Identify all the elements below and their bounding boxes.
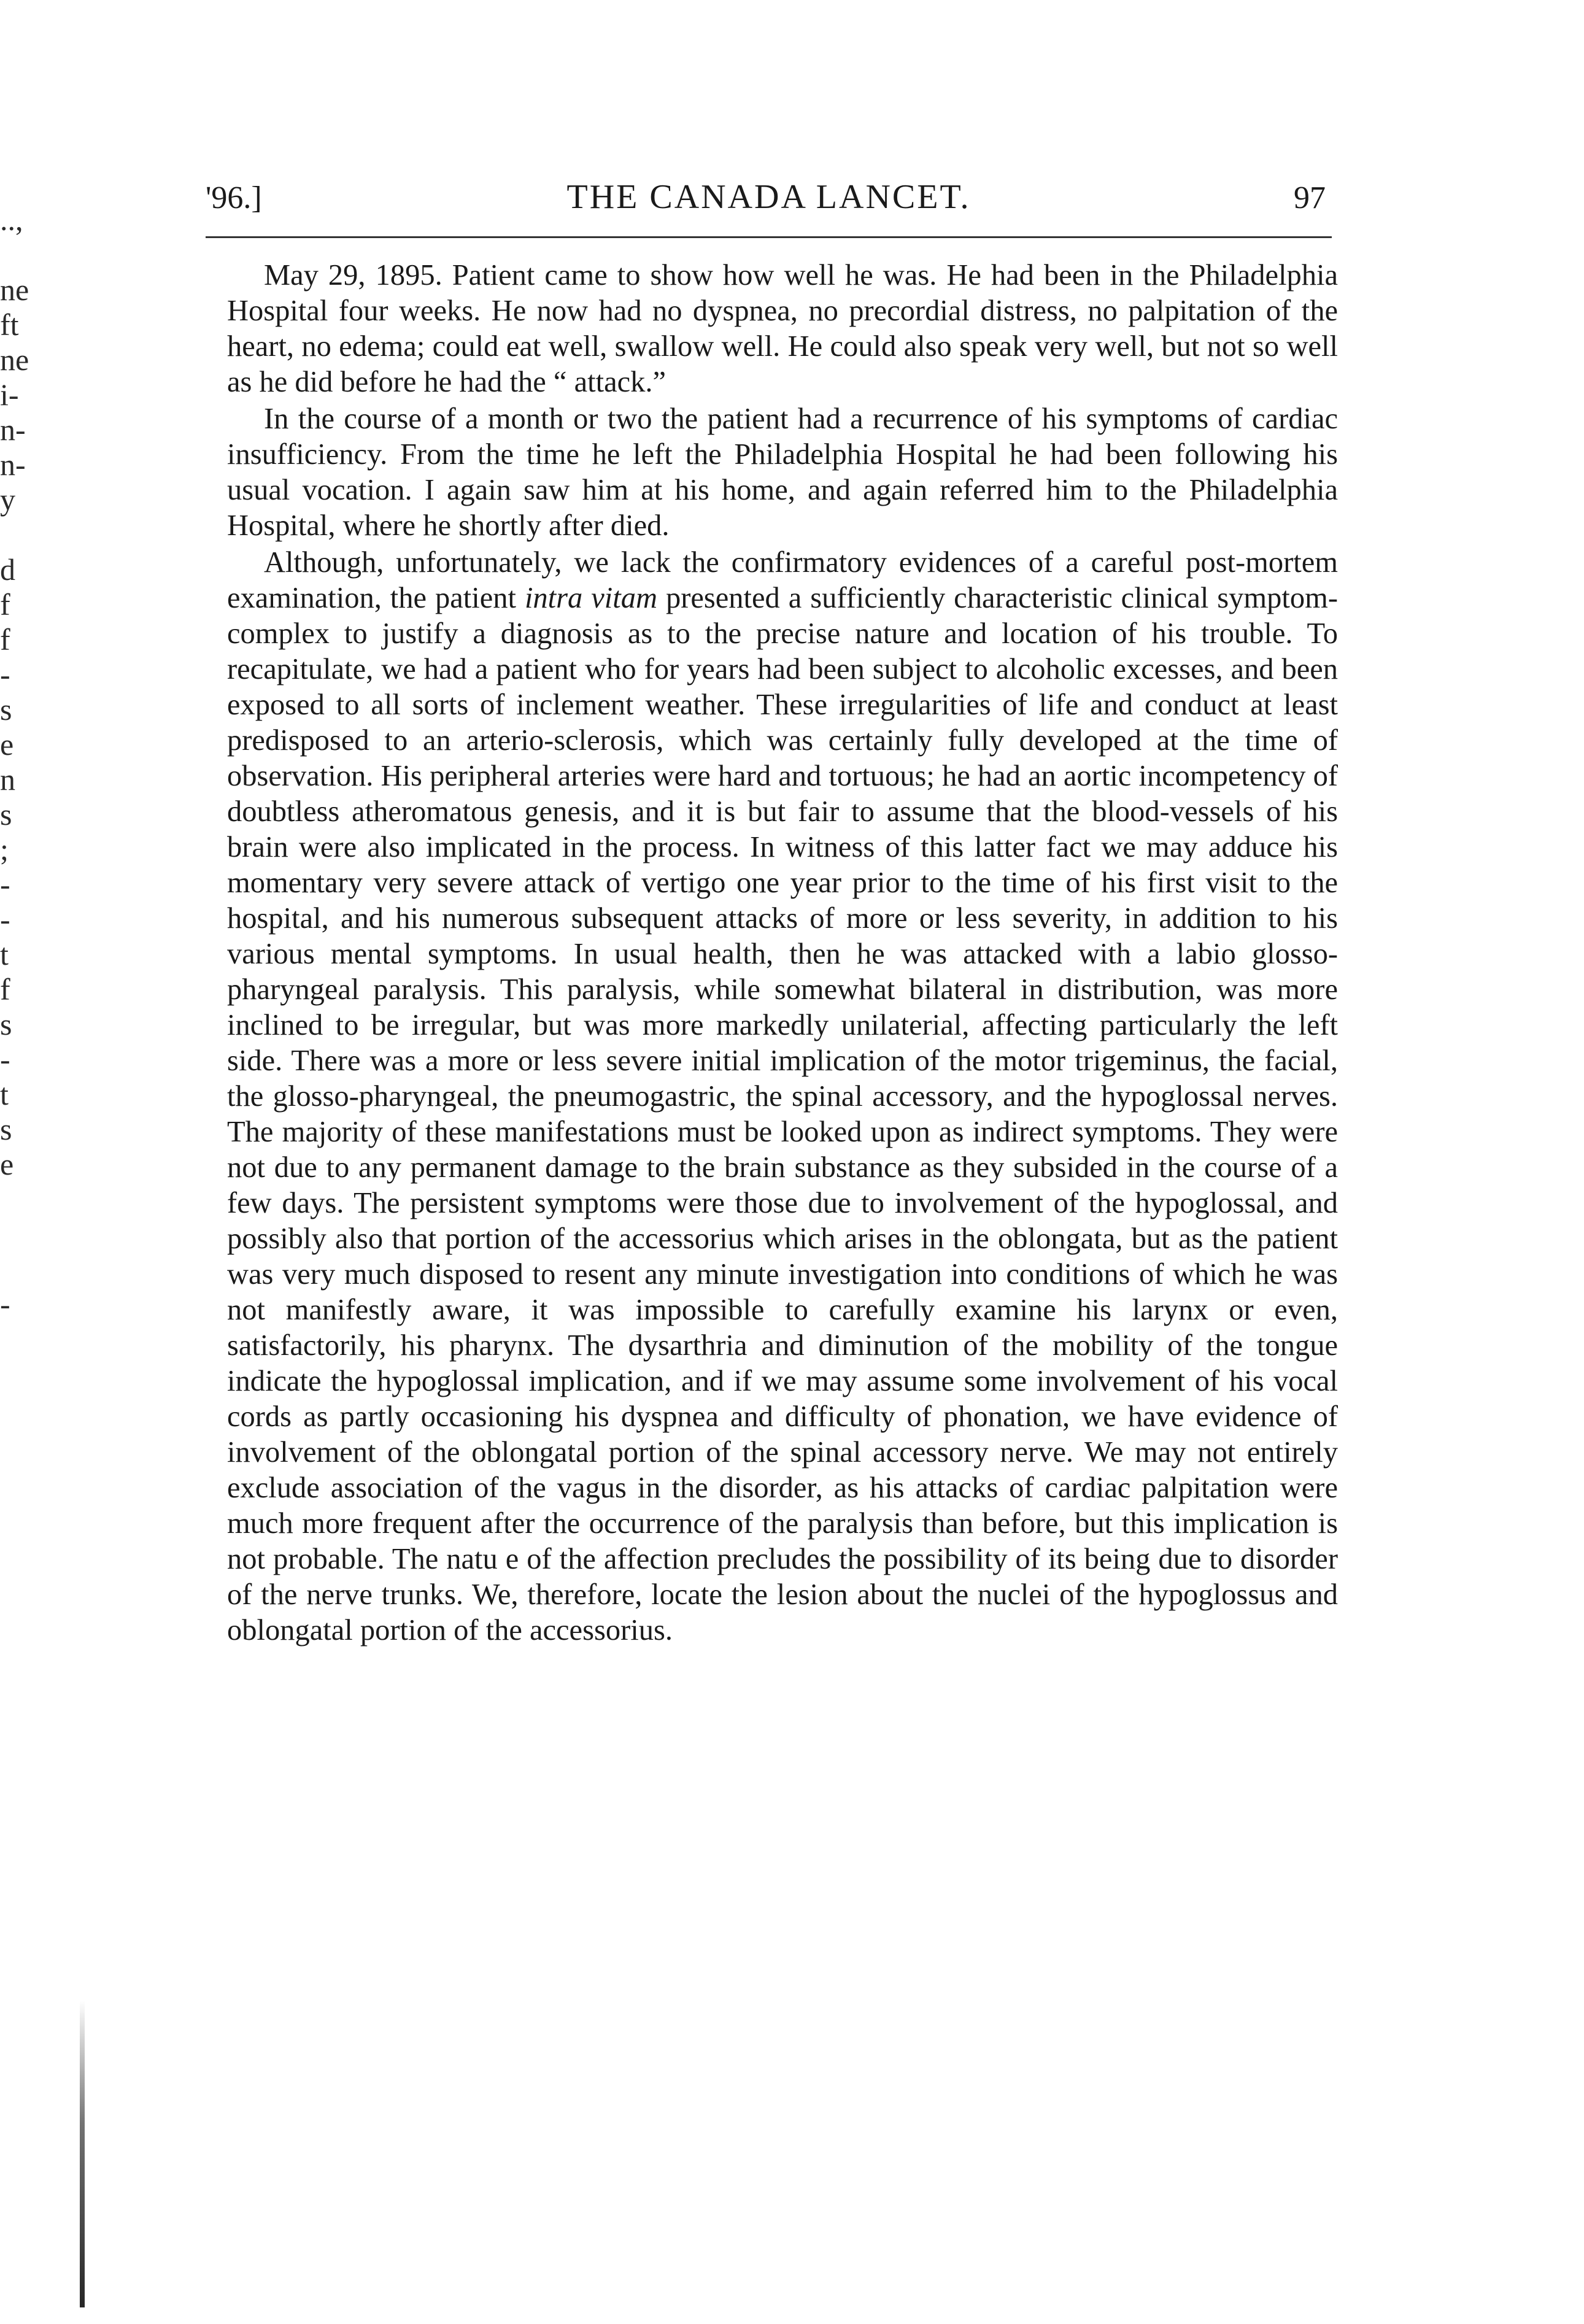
bleed-fragment: i- [0, 377, 19, 412]
paragraph-followup: May 29, 1895. Patient came to show how well he was. He had been in the Philadelphia Hospital four weeks. He now had no dyspnea, no precordial distress, no palpitation of the heart, no edema; could eat well, swallow well. He could also speak very well, but not so well as he did before he had the “ attack.” [227, 259, 1338, 398]
bleed-fragment: - [0, 867, 10, 901]
bleed-fragment: n [0, 762, 15, 797]
bleed-fragment: - [0, 902, 10, 936]
bleed-fragment: - [0, 1042, 10, 1076]
facing-page-bleed-text [0, 203, 29, 1322]
bleed-fragment: ft [0, 307, 19, 342]
bleed-fragment: s [0, 797, 12, 832]
bleed-fragment: ne [0, 342, 29, 377]
latin-phrase: intra vitam [524, 582, 657, 614]
bleed-fragment [0, 1182, 25, 1217]
bleed-fragment: s [0, 1007, 12, 1041]
paragraph-discussion: Although, unfortunately, we lack the confirmatory evidences of a careful post-mortem examination, the patient intra vitam presented a sufficiently characteristic clinical symptom-complex to justify a diagnosis as to the precise nature and location of his trouble. To recapitulate, we had a patient who for years had been subject to alcoholic excesses, and been exposed to all sorts of inclement weather. These irregularities of life and conduct at least predisposed to an arterio-sclerosis, which was certainly fully developed at the time of observation. His peripheral arteries were hard and tortuous; he had an aortic incompetency of doubtless atheromatous genesis, and it is but fair to assume that the blood-vessels of his brain were also implicated in the process. In witness of this latter fact we may adduce his momentary very severe attack of vertigo one year prior to the time of his first visit to the hospital, and his numerous subsequent attacks of more or less severity, in addition to his various mental symptoms. In usual health, then he was attacked with a labio glosso-pharyngeal paralysis. This paralysis, while somewhat bilateral in distribution, was more inclined to be irregular, but was more markedly unilaterial, affecting particularly the left side. There was a more or less severe initial implication of the motor trigeminus, the facial, the glosso-pharyngeal, the pneumogastric, the spinal accessory, and the hypoglossal nerves. The majority of these manifestations must be looked upon as indirect symptoms. They were not due to any permanent damage to the brain substance as they subsided in the course of a few days. The persistent symptoms were those due to involvement of the hypoglossal, and possibly also that portion of the accessorius which arises in the oblongata, but as the patient was very much disposed to resent any minute investigation into conditions of which he was not manifestly aware, it was impossible to carefully examine his larynx or even, satisfactorily, his pharynx. The dysarthria and diminution of the mobility of the tongue indicate the hypoglossal implication, and if we may assume some involvement of his vocal cords as partly occasioning his dyspnea and difficulty of phonation, we have evidence of involvement of the oblongatal portion of the spinal accessory nerve. We may not entirely exclude association of the vagus in the disorder, as his attacks of cardiac palpitation were much more frequent after the occurrence of the paralysis than before, but this implication is not probable. The natu e of the affection precludes the possibility of its being due to disorder of the nerve trunks. We, therefore, locate the lesion about the nuclei of the hypoglossus and oblongatal portion of the accessorius. [227, 546, 1338, 1646]
bleed-fragment [0, 1217, 25, 1252]
bleed-fragment: s [0, 1112, 12, 1146]
paragraph-recurrence: In the course of a month or two the patient had a recurrence of his symptoms of cardiac insufficiency. From the time he left the Philadelphia Hospital he had been following his usual vocation. I again saw him at his home, and again referred him to the Philadelphia Hospital, where he shortly after died. [227, 403, 1338, 542]
bleed-fragment: t [0, 1077, 9, 1111]
bleed-fragment: f [0, 972, 10, 1006]
journal-title: THE CANADA LANCET. [566, 178, 971, 216]
gutter-shadow [80, 2001, 85, 2307]
bleed-fragment [0, 237, 25, 272]
header-rule [206, 236, 1332, 238]
bleed-fragment: - [0, 657, 10, 692]
volume-year: '96.] [206, 180, 262, 215]
bleed-fragment: e [0, 1147, 14, 1181]
bleed-fragment [0, 517, 25, 552]
article-body [227, 258, 1338, 1648]
bleed-fragment: f [0, 587, 10, 622]
bleed-fragment: f [0, 622, 10, 657]
running-header [206, 175, 1332, 230]
bleed-fragment: t [0, 937, 9, 971]
bleed-fragment: .., [0, 203, 23, 237]
bleed-fragment: ne [0, 272, 29, 307]
bleed-fragment: d [0, 552, 15, 587]
page-number: 97 [1294, 180, 1326, 215]
bleed-fragment: y [0, 482, 15, 517]
bleed-fragment: e [0, 727, 14, 762]
bleed-fragment [0, 1252, 25, 1287]
bleed-fragment: s [0, 692, 12, 727]
bleed-fragment: - [0, 1287, 10, 1321]
bleed-fragment: ; [0, 832, 9, 867]
bleed-fragment: n- [0, 412, 26, 447]
bleed-fragment: n- [0, 447, 26, 482]
